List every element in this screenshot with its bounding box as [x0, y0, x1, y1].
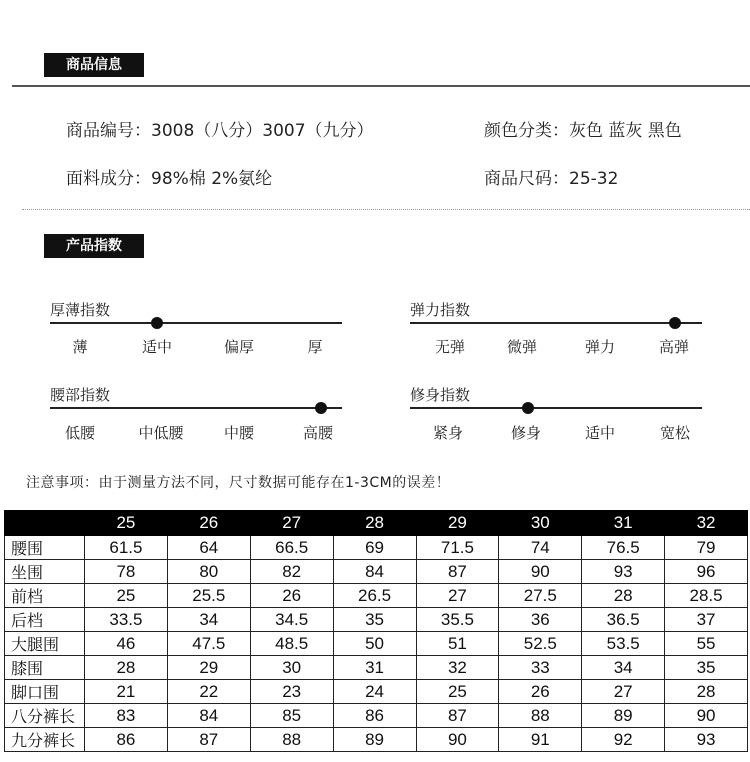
table-cell: 53.5 [582, 632, 665, 656]
row-label: 膝围 [5, 656, 85, 680]
scale-label: 适中 [141, 338, 172, 356]
table-cell: 35.5 [416, 608, 499, 632]
table-row [5, 536, 748, 560]
table-cell: 88 [250, 728, 333, 752]
table-cell: 25 [416, 680, 499, 704]
table-cell: 27 [416, 584, 499, 608]
table-cell: 28.5 [665, 584, 748, 608]
row-label: 八分裤长 [5, 704, 85, 728]
table-cell: 35 [665, 656, 748, 680]
row-label: 九分裤长 [5, 728, 85, 752]
scale-label: 高腰 [302, 424, 333, 442]
table-cell: 27 [582, 680, 665, 704]
table-cell: 66.5 [250, 536, 333, 560]
size-table-header [5, 511, 748, 536]
row-label: 坐围 [5, 560, 85, 584]
table-cell: 32 [416, 656, 499, 680]
table-cell: 87 [167, 728, 250, 752]
table-row [5, 728, 748, 752]
scale-label: 偏厚 [223, 338, 254, 356]
table-cell: 79 [665, 536, 748, 560]
table-row [5, 608, 748, 632]
header-cell: 26 [167, 511, 250, 536]
table-cell: 50 [333, 632, 416, 656]
dotted-divider [22, 209, 750, 210]
scale-title: 厚薄指数 [50, 301, 111, 319]
table-cell: 34 [582, 656, 665, 680]
table-cell: 84 [167, 704, 250, 728]
table-cell: 86 [85, 728, 168, 752]
table-cell: 80 [167, 560, 250, 584]
table-cell: 74 [499, 536, 582, 560]
table-row [5, 704, 748, 728]
scale-label: 无弹 [434, 338, 465, 356]
scale-label: 厚 [307, 338, 323, 356]
table-cell: 71.5 [416, 536, 499, 560]
header-cell: 32 [665, 511, 748, 536]
table-cell: 25 [85, 584, 168, 608]
header-cell: 29 [416, 511, 499, 536]
table-cell: 37 [665, 608, 748, 632]
scale-label: 修身 [510, 424, 541, 442]
table-cell: 22 [167, 680, 250, 704]
table-cell: 28 [665, 680, 748, 704]
header-cell [5, 511, 85, 536]
table-cell: 34.5 [250, 608, 333, 632]
table-cell: 61.5 [85, 536, 168, 560]
table-cell: 82 [250, 560, 333, 584]
size-table [4, 510, 748, 752]
row-label: 前档 [5, 584, 85, 608]
table-cell: 48.5 [250, 632, 333, 656]
scale-title: 腰部指数 [50, 386, 111, 404]
table-cell: 88 [499, 704, 582, 728]
table-cell: 28 [582, 584, 665, 608]
section-title-product-info: 商品信息 [44, 53, 144, 77]
table-cell: 84 [333, 560, 416, 584]
section-title-product-index: 产品指数 [44, 234, 144, 258]
table-cell: 90 [665, 704, 748, 728]
table-cell: 89 [582, 704, 665, 728]
table-cell: 46 [85, 632, 168, 656]
table-cell: 76.5 [582, 536, 665, 560]
table-cell: 29 [167, 656, 250, 680]
table-cell: 90 [416, 728, 499, 752]
scale-label: 紧身 [432, 424, 463, 442]
table-cell: 35 [333, 608, 416, 632]
scale-label: 弹力 [584, 338, 615, 356]
table-cell: 26 [250, 584, 333, 608]
table-cell: 91 [499, 728, 582, 752]
table-row [5, 584, 748, 608]
table-cell: 96 [665, 560, 748, 584]
table-cell: 93 [665, 728, 748, 752]
table-cell: 90 [499, 560, 582, 584]
scale-label: 宽松 [659, 424, 690, 442]
product-fabric: 面料成分：98%棉 2%氨纶 [66, 169, 273, 189]
header-cell: 25 [85, 511, 168, 536]
scale-label: 中腰 [223, 424, 254, 442]
header-cell: 30 [499, 511, 582, 536]
scale-indicator-dot [151, 317, 163, 329]
table-cell: 28 [85, 656, 168, 680]
row-label: 脚口围 [5, 680, 85, 704]
table-cell: 33 [499, 656, 582, 680]
table-cell: 64 [167, 536, 250, 560]
table-row [5, 632, 748, 656]
table-cell: 83 [85, 704, 168, 728]
header-cell: 31 [582, 511, 665, 536]
table-cell: 27.5 [499, 584, 582, 608]
table-cell: 26 [499, 680, 582, 704]
table-cell: 33.5 [85, 608, 168, 632]
table-cell: 30 [250, 656, 333, 680]
table-cell: 36 [499, 608, 582, 632]
row-label: 腰围 [5, 536, 85, 560]
table-cell: 21 [85, 680, 168, 704]
table-cell: 69 [333, 536, 416, 560]
row-label: 后档 [5, 608, 85, 632]
table-cell: 26.5 [333, 584, 416, 608]
scale-line [50, 407, 342, 409]
scale-label: 低腰 [64, 424, 95, 442]
scale-indicator-dot [315, 402, 327, 414]
scale-indicator-dot [522, 402, 534, 414]
product-code: 商品编号：3008（八分）3007（九分） [66, 121, 374, 141]
table-cell: 78 [85, 560, 168, 584]
section-divider [12, 85, 750, 87]
table-cell: 86 [333, 704, 416, 728]
table-cell: 52.5 [499, 632, 582, 656]
measurement-note: 注意事项：由于测量方法不同，尺寸数据可能存在1-3CM的误差！ [26, 475, 451, 491]
table-cell: 36.5 [582, 608, 665, 632]
table-cell: 51 [416, 632, 499, 656]
table-cell: 25.5 [167, 584, 250, 608]
scale-label: 高弹 [658, 338, 689, 356]
table-row [5, 680, 748, 704]
table-cell: 31 [333, 656, 416, 680]
scale-title: 修身指数 [410, 386, 471, 404]
scale-line [410, 322, 702, 324]
header-cell: 28 [333, 511, 416, 536]
table-cell: 24 [333, 680, 416, 704]
table-cell: 93 [582, 560, 665, 584]
table-row [5, 560, 748, 584]
table-cell: 47.5 [167, 632, 250, 656]
table-cell: 23 [250, 680, 333, 704]
scale-title: 弹力指数 [410, 301, 471, 319]
table-cell: 92 [582, 728, 665, 752]
scale-label: 微弹 [506, 338, 537, 356]
table-row [5, 656, 748, 680]
row-label: 大腿围 [5, 632, 85, 656]
scale-label: 薄 [72, 338, 88, 356]
table-cell: 89 [333, 728, 416, 752]
scale-label: 适中 [584, 424, 615, 442]
table-cell: 55 [665, 632, 748, 656]
scale-indicator-dot [669, 317, 681, 329]
product-colors: 颜色分类：灰色 蓝灰 黑色 [484, 121, 682, 141]
table-cell: 85 [250, 704, 333, 728]
scale-line [410, 407, 702, 409]
header-cell: 27 [250, 511, 333, 536]
table-cell: 87 [416, 560, 499, 584]
scale-line [50, 322, 342, 324]
scale-label: 中低腰 [138, 424, 184, 442]
table-cell: 87 [416, 704, 499, 728]
table-cell: 34 [167, 608, 250, 632]
product-sizes: 商品尺码：25-32 [484, 169, 619, 189]
